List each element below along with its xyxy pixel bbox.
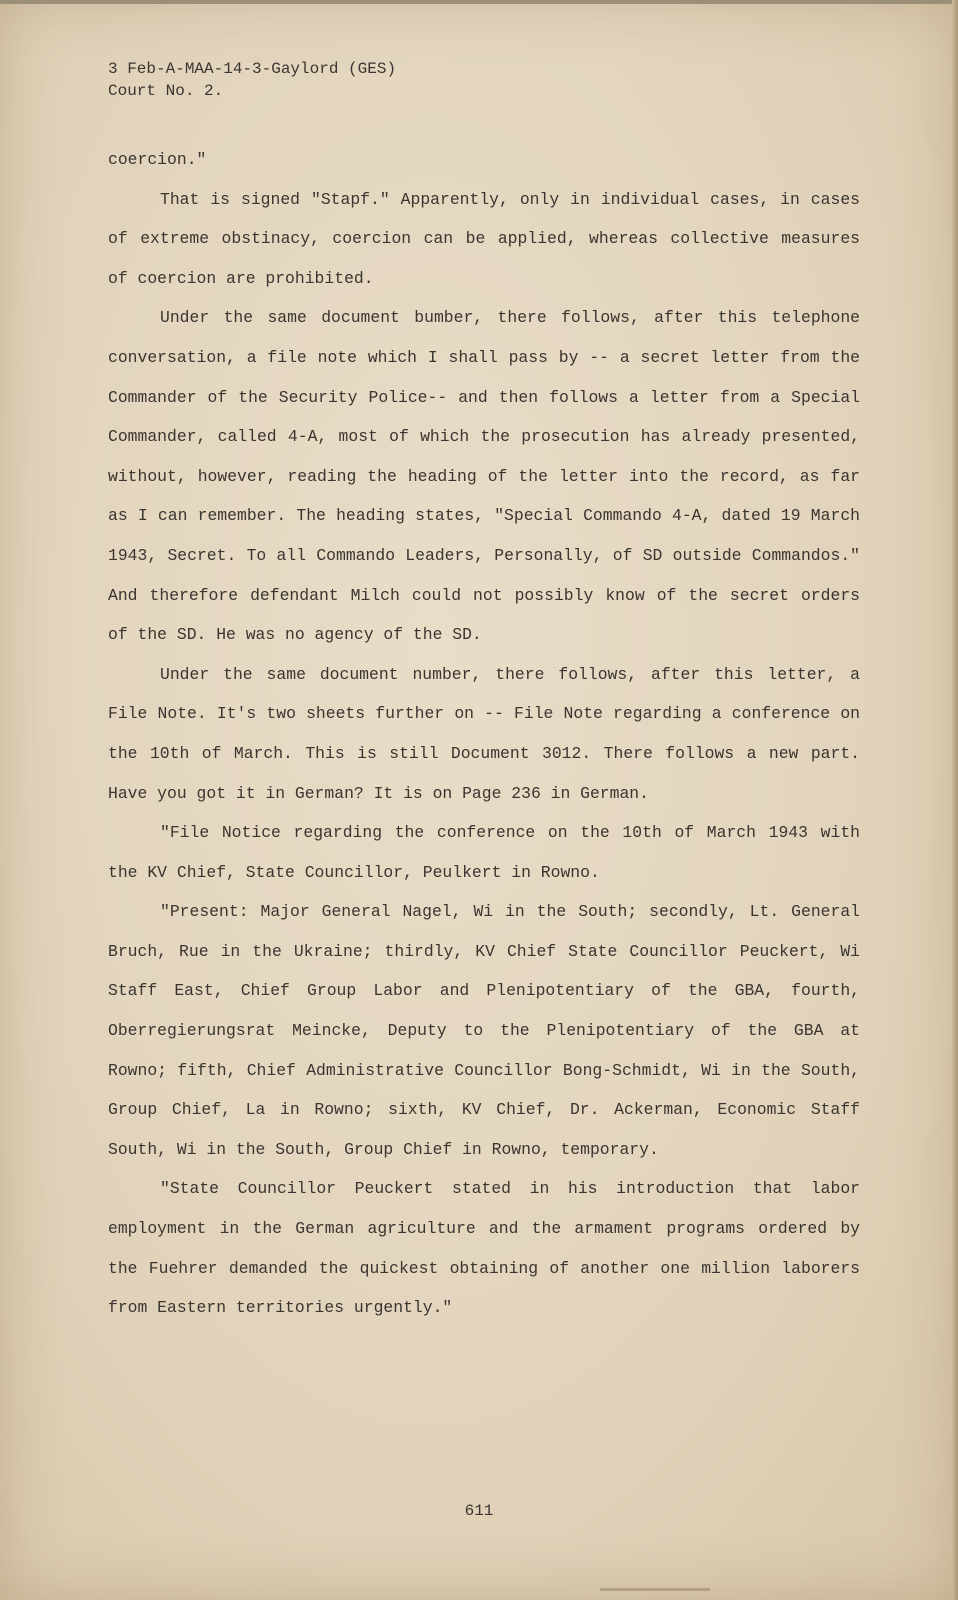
page-edge-right xyxy=(952,0,958,1600)
paragraph: That is signed "Stapf." Apparently, only in individual cases, in cases of extreme obstinacy, coercion can be applied, whereas collective measures of coercion are prohibited. xyxy=(108,189,860,288)
paragraph: Under the same document bumber, there follows, after this telephone conversation, a file note which I shall pass by -- a secret letter from the Commander of the Security Police-- and then follows a letter from a Special Commander, called 4-A, most of which the prosecution has already presented, without, however, reading the heading of the letter into the record, as far as I can remember. The heading states, "Special Commando 4-A, dated 19 March 1943, Secret. To all Commando Leaders, Personally, of SD outside Commandos." And therefore defendant Milch could not possibly know of the secret orders of the SD. He was no agency of the SD. xyxy=(108,308,860,645)
paragraph: "File Notice regarding the conference on the 10th of March 1943 with the KV Chief, State Councillor, Peulkert in Rowno. xyxy=(108,823,860,882)
paragraph: "Present: Major General Nagel, Wi in the South; secondly, Lt. General Bruch, Rue in the Ukraine; thirdly, KV Chief State Councillor Peuckert, Wi Staff East, Chief Group Labor and Plenipotentiary of the GBA, fourth, Oberregierungsrat Meincke, Deputy to the Plenipotentiary of the GBA at Rowno; fifth, Chief Administrative Councillor Bong-Schmidt, Wi in the South, Group Chief, La in Rowno; sixth, KV Chief, Dr. Ackerman, Economic Staff South, Wi in the South, Group Chief in Rowno, temporary. xyxy=(108,902,860,1159)
header-reference: 3 Feb-A-MAA-14-3-Gaylord (GES) xyxy=(108,60,397,78)
paragraph: coercion." xyxy=(108,150,207,169)
page-edge-top xyxy=(0,0,958,4)
transcript-body xyxy=(108,140,860,1328)
paragraph: Under the same document number, there follows, after this letter, a File Note. It's two sheets further on -- File Note regarding a conference on the 10th of March. This is still Document 3012. There follows a new part. Have you got it in German? It is on Page 236 in German. xyxy=(108,664,860,803)
document-header xyxy=(108,58,396,102)
page-number: 611 xyxy=(464,1502,494,1520)
paragraph: "State Councillor Peuckert stated in his introduction that labor employment in the German agriculture and the armament programs ordered by the Fuehrer demanded the quickest obtaining of another one million laborers from Eastern territories urgently." xyxy=(108,1179,860,1318)
paper-fold-mark xyxy=(600,1588,710,1591)
header-court: Court No. 2. xyxy=(108,82,224,100)
